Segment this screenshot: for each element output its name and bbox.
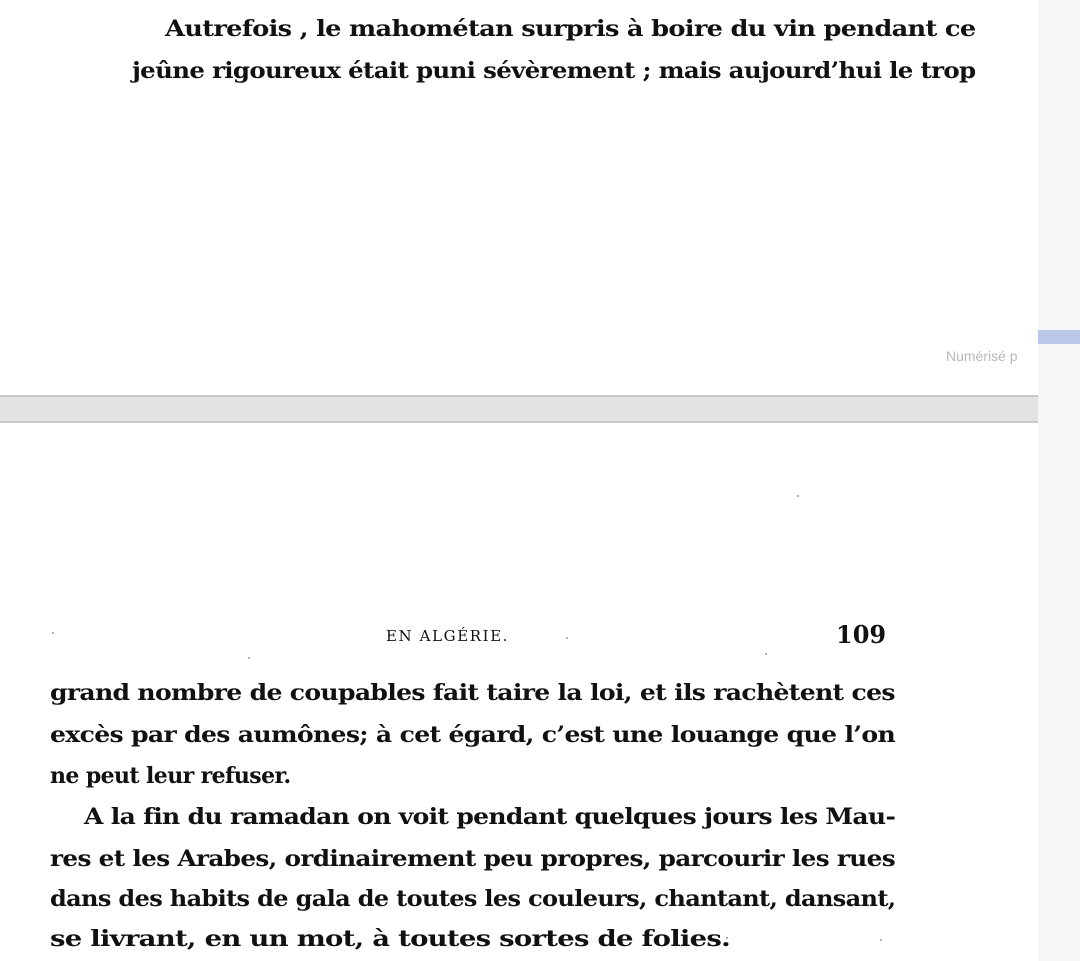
paper-speck [566, 637, 568, 639]
paper-speck [52, 632, 54, 634]
viewer-side-strip [1038, 0, 1080, 961]
page-108 [0, 0, 1038, 395]
paper-speck [797, 495, 799, 497]
running-head: EN ALGÉRIE. [386, 627, 510, 645]
page-109 [0, 423, 1038, 961]
paper-speck [880, 939, 882, 941]
digitization-watermark: Numérisé p [946, 348, 1018, 364]
text-line: ne peut leur refuser. [50, 763, 291, 789]
text-line: jeûne rigoureux était puni sévèrement ; mais aujourd’hui le trop [132, 58, 976, 84]
page-number: 109 [836, 620, 887, 649]
text-line: excès par des aumônes; à cet égard, c’est une louange que l’on [50, 722, 896, 748]
cropped-text-line [130, 0, 975, 4]
text-line: Autrefois , le mahométan surpris à boire du vin pendant ce [165, 16, 976, 42]
text-line: res et les Arabes, ordinairement peu propres, parcourir les rues [50, 846, 895, 872]
text-line: A la fin du ramadan on voit pendant quelques jours les Mau- [84, 804, 896, 830]
text-line: se livrant, en un mot, à toutes sortes de folies. [50, 926, 730, 952]
scrollbar-thumb[interactable] [1038, 330, 1080, 344]
text-line: grand nombre de coupables fait taire la loi, et ils rachètent ces [50, 680, 895, 706]
text-line: dans des habits de gala de toutes les couleurs, chantant, dansant, [50, 886, 896, 912]
paper-speck [765, 653, 767, 655]
page-separator [0, 395, 1038, 423]
paper-speck [248, 657, 250, 659]
